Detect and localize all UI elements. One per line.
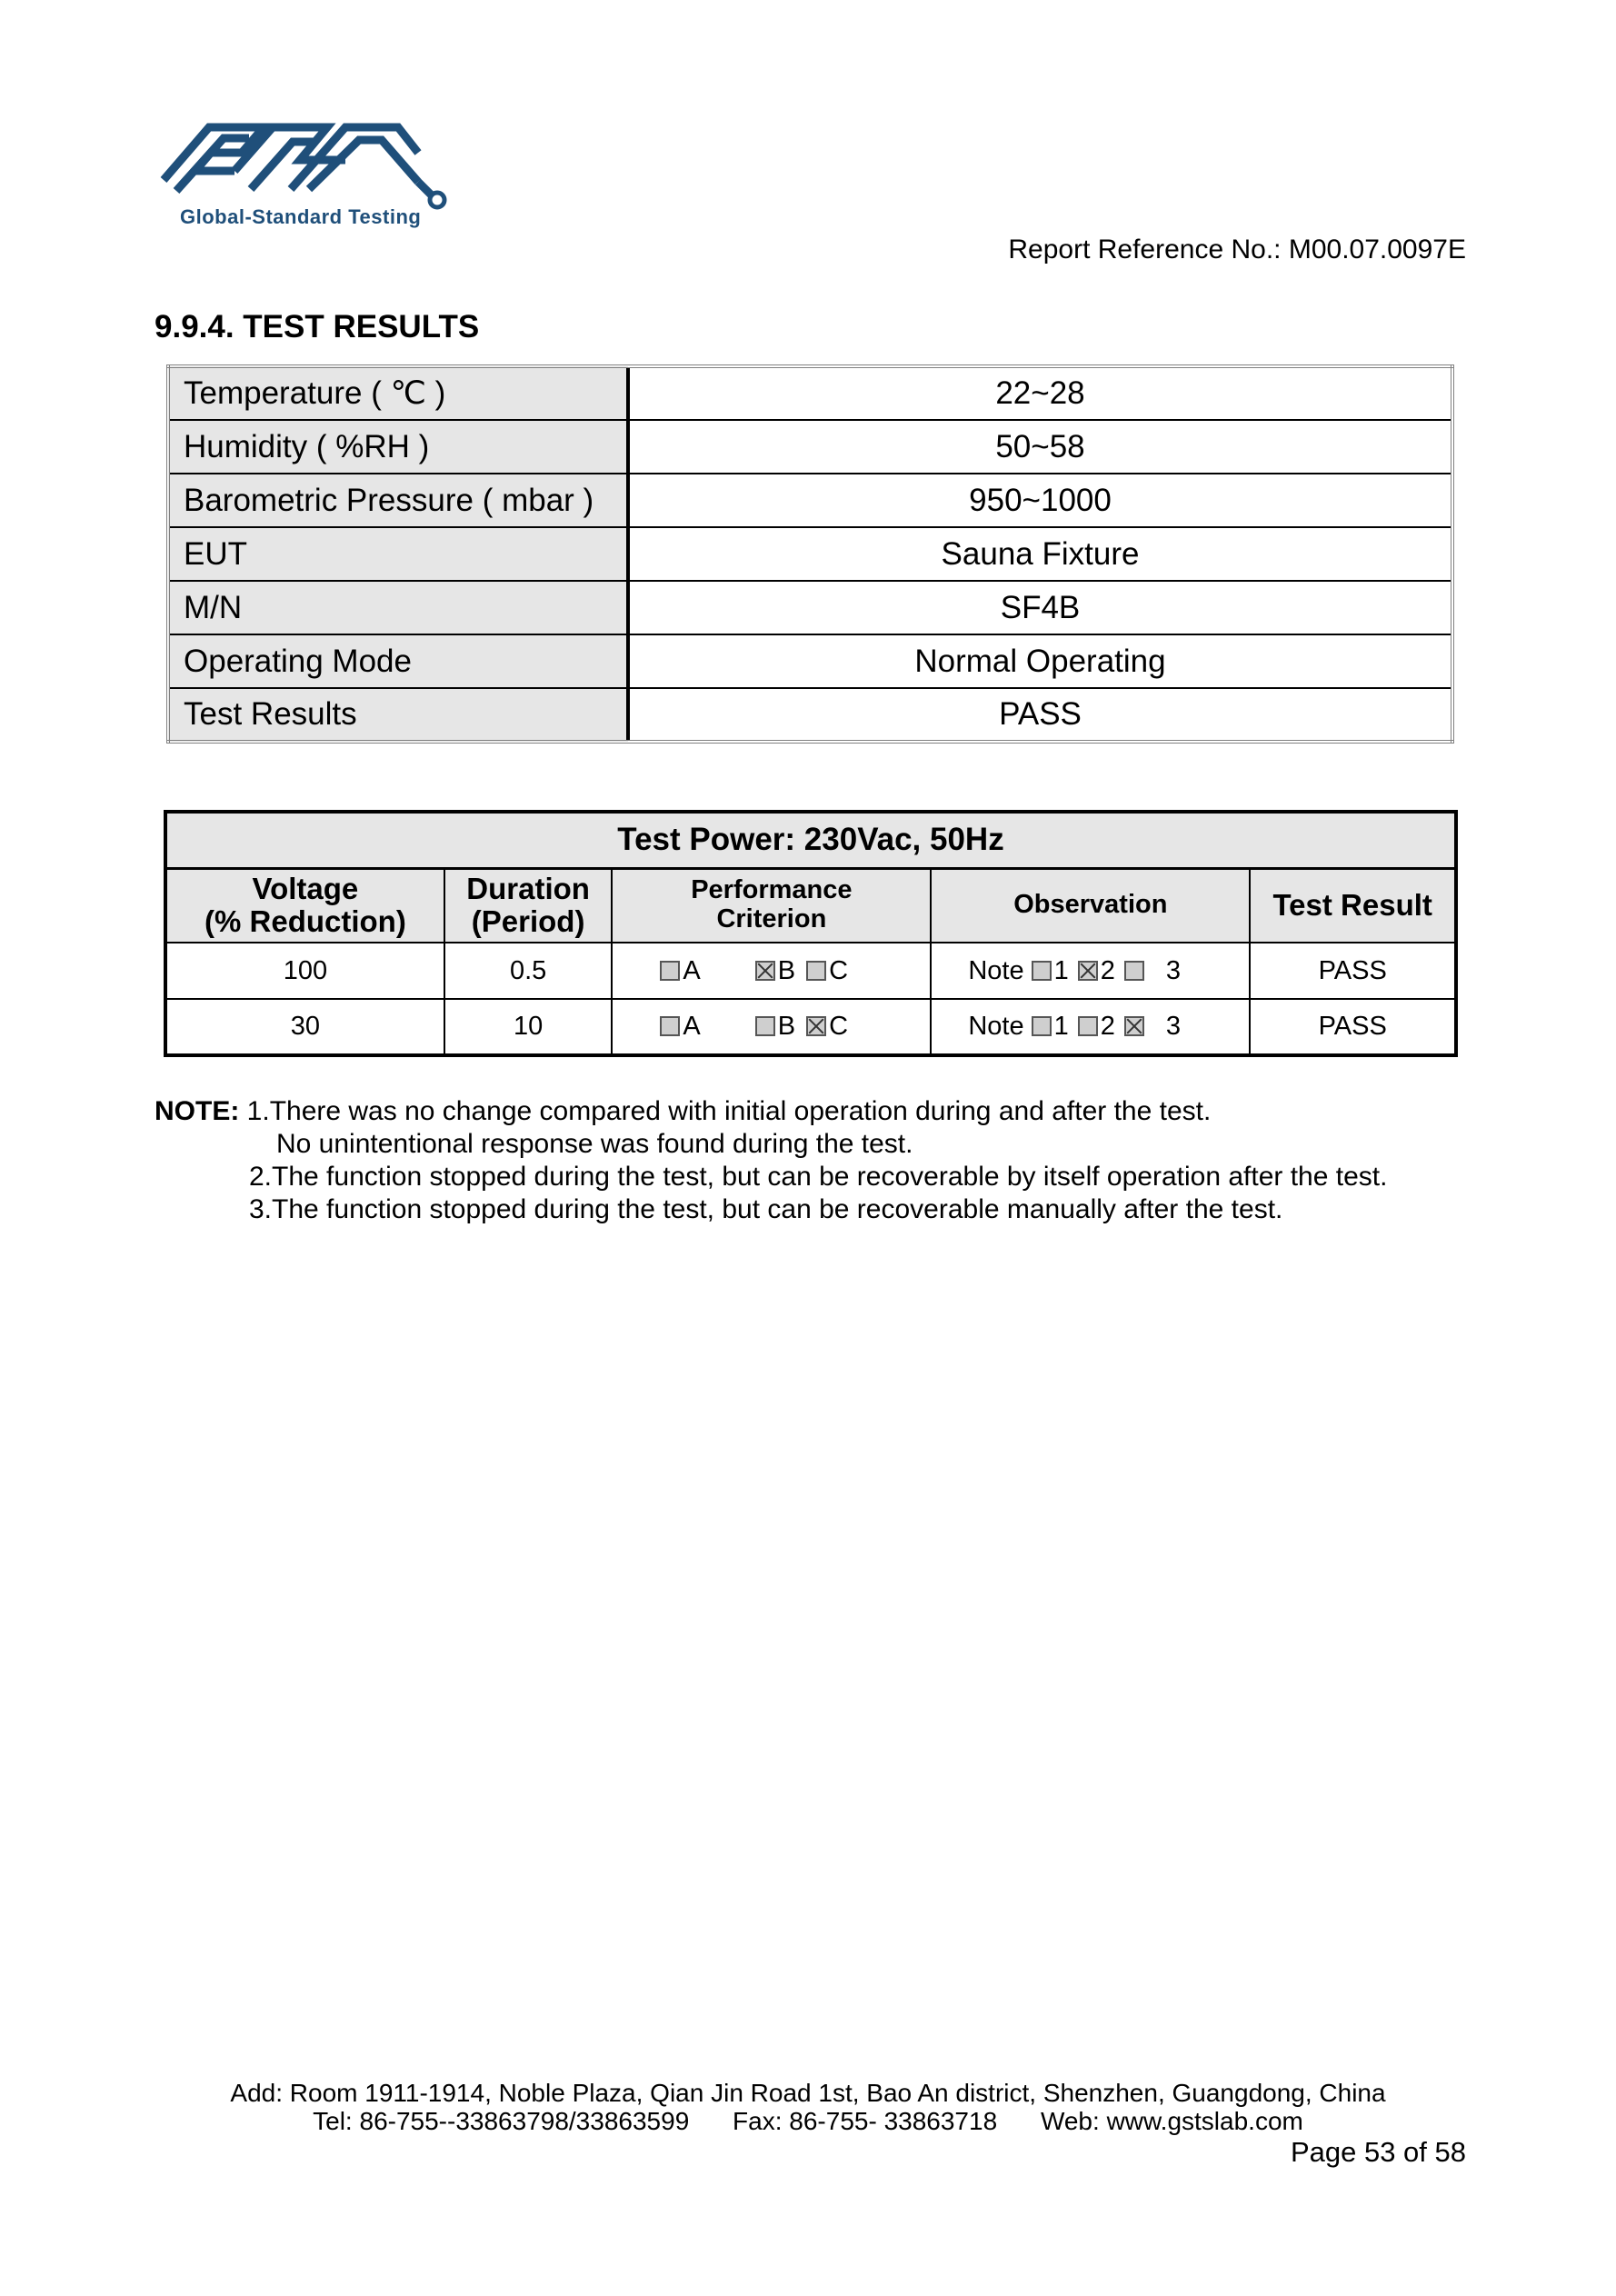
voltage-header-line2: (% Reduction) xyxy=(204,904,406,939)
checkbox-icon xyxy=(755,1016,775,1036)
criterion-option xyxy=(660,956,700,986)
table-row xyxy=(168,634,1452,688)
criterion-option xyxy=(806,1012,848,1042)
footer-address: Add: Room 1911-1914, Noble Plaza, Qian Jin Road 1st, Bao An district, Shenzhen, Guangdong, China xyxy=(230,2079,1386,2107)
table-row xyxy=(165,943,1456,999)
observation-number: 2 xyxy=(1100,1012,1115,1041)
checkbox-icon xyxy=(1032,961,1052,981)
checkbox-icon xyxy=(806,961,826,981)
table-row xyxy=(165,999,1456,1055)
observation-number: 1 xyxy=(1053,955,1069,985)
observation-number: 2 xyxy=(1100,955,1115,985)
criterion-letter: A xyxy=(683,1012,701,1041)
duration-header-line2: (Period) xyxy=(471,904,585,939)
note-label: NOTE: xyxy=(155,1096,240,1126)
report-reference: Report Reference No.: M00.07.0097E xyxy=(1008,235,1466,265)
criterion-letter: B xyxy=(777,1012,796,1041)
checked-checkbox-icon xyxy=(755,961,775,981)
page-number: Page 53 of 58 xyxy=(1290,2136,1466,2168)
condition-label: Barometric Pressure ( mbar ) xyxy=(168,474,628,527)
checkbox-icon xyxy=(1078,1016,1098,1036)
condition-label: Operating Mode xyxy=(168,634,628,688)
criterion-option xyxy=(755,1012,795,1042)
condition-value: 22~28 xyxy=(628,366,1452,420)
observation-number: 1 xyxy=(1053,1012,1069,1041)
observation-option xyxy=(1032,956,1069,986)
criterion-header-line2: Criterion xyxy=(716,904,827,934)
table-row xyxy=(168,474,1452,527)
note-item: 2.The function stopped during the test, but can be recoverable by itself operation after the test. xyxy=(249,1162,1388,1192)
voltage-header xyxy=(165,868,444,943)
observation-header: Observation xyxy=(931,868,1250,943)
result-cell: PASS xyxy=(1250,943,1456,999)
criterion-header-line1: Performance xyxy=(691,875,853,905)
observation-cell xyxy=(931,943,1250,999)
conditions-table xyxy=(166,364,1454,744)
condition-label: Temperature ( ℃ ) xyxy=(168,366,628,420)
checked-checkbox-icon xyxy=(1124,1016,1144,1036)
condition-value: Sauna Fixture xyxy=(628,527,1452,581)
duration-cell: 0.5 xyxy=(444,943,613,999)
checked-checkbox-icon xyxy=(1078,961,1098,981)
voltage-cell: 100 xyxy=(165,943,444,999)
checkbox-icon xyxy=(1124,961,1144,981)
test-power-table xyxy=(164,810,1458,1057)
result-header: Test Result xyxy=(1250,868,1456,943)
voltage-header-line1: Voltage xyxy=(252,871,359,905)
footer-tel: Tel: 86-755--33863798/33863599 xyxy=(313,2107,690,2135)
observation-note-label: Note xyxy=(968,955,1024,985)
duration-header xyxy=(444,868,613,943)
table-row xyxy=(168,688,1452,742)
condition-value: SF4B xyxy=(628,581,1452,634)
criterion-option xyxy=(806,956,848,986)
observation-option xyxy=(1124,956,1181,986)
table-row xyxy=(168,366,1452,420)
footer-contact xyxy=(0,2107,1616,2136)
checked-checkbox-icon xyxy=(806,1016,826,1036)
condition-value: PASS xyxy=(628,688,1452,742)
voltage-cell: 30 xyxy=(165,999,444,1055)
result-cell: PASS xyxy=(1250,999,1456,1055)
logo-text: Global-Standard Testing xyxy=(180,205,422,228)
checkbox-icon xyxy=(1032,1016,1052,1036)
observation-number: 3 xyxy=(1165,955,1182,985)
criterion-cell xyxy=(612,943,931,999)
criterion-option xyxy=(755,956,795,986)
table-row xyxy=(168,420,1452,474)
observation-option xyxy=(1124,1012,1181,1042)
checkbox-icon xyxy=(660,961,680,981)
observation-option xyxy=(1078,1012,1115,1042)
condition-value: 950~1000 xyxy=(628,474,1452,527)
observation-cell xyxy=(931,999,1250,1055)
criterion-cell xyxy=(612,999,931,1055)
test-power-caption: Test Power: 230Vac, 50Hz xyxy=(165,812,1456,868)
duration-cell: 10 xyxy=(444,999,613,1055)
criterion-option xyxy=(660,1012,700,1042)
table-row xyxy=(168,527,1452,581)
observation-note-label: Note xyxy=(968,1012,1024,1041)
criterion-letter: C xyxy=(829,955,849,985)
observation-option xyxy=(1078,956,1115,986)
observation-option xyxy=(1032,1012,1069,1042)
checkbox-icon xyxy=(660,1016,680,1036)
duration-header-line1: Duration xyxy=(466,871,590,905)
observation-number: 3 xyxy=(1165,1012,1182,1041)
criterion-header xyxy=(612,868,931,943)
note-item: 3.The function stopped during the test, but can be recoverable manually after the test. xyxy=(249,1194,1283,1224)
section-title: 9.9.4. TEST RESULTS xyxy=(155,309,480,344)
condition-value: 50~58 xyxy=(628,420,1452,474)
criterion-letter: C xyxy=(829,1012,849,1041)
footer-fax: Fax: 86-755- 33863718 xyxy=(733,2107,998,2135)
condition-label: EUT xyxy=(168,527,628,581)
table-row xyxy=(168,581,1452,634)
note-item: No unintentional response was found during the test. xyxy=(276,1129,913,1159)
note-item: 1.There was no change compared with initial operation during and after the test. xyxy=(246,1096,1212,1126)
condition-label: M/N xyxy=(168,581,628,634)
criterion-letter: A xyxy=(683,955,701,985)
footer-web: Web: www.gstslab.com xyxy=(1040,2107,1303,2135)
condition-value: Normal Operating xyxy=(628,634,1452,688)
condition-label: Humidity ( %RH ) xyxy=(168,420,628,474)
condition-label: Test Results xyxy=(168,688,628,742)
criterion-letter: B xyxy=(777,955,796,985)
